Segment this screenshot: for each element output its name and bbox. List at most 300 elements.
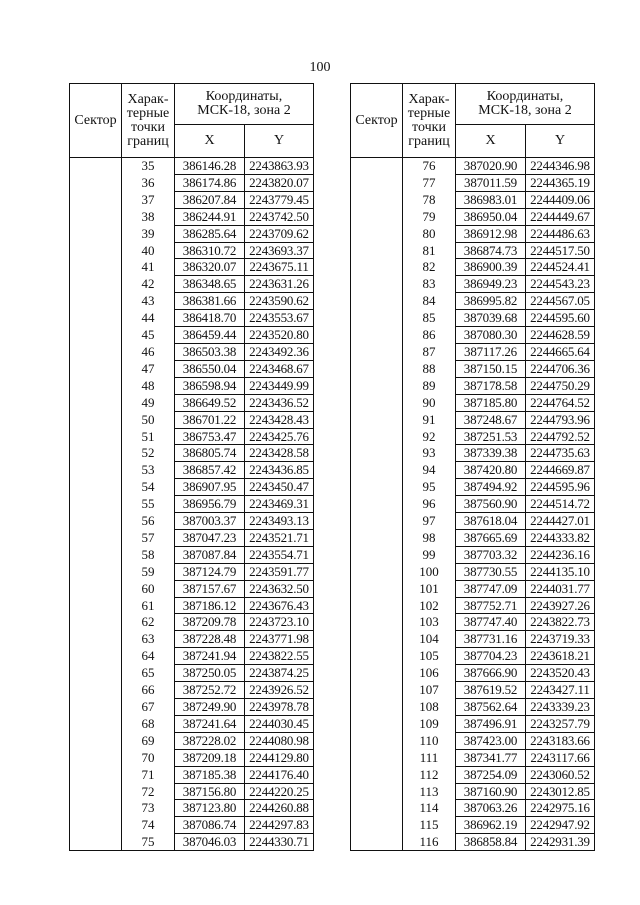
point-number-cell: 110 xyxy=(403,732,456,749)
y-coordinate-cell: 2244220.25 xyxy=(245,783,314,800)
point-number-cell: 49 xyxy=(122,394,175,411)
x-coordinate-cell: 386907.95 xyxy=(175,479,245,496)
y-coordinate-cell: 2244595.60 xyxy=(526,310,595,327)
x-coordinate-cell: 387209.78 xyxy=(175,614,245,631)
x-coordinate-cell: 387494.92 xyxy=(456,479,526,496)
x-coordinate-cell: 387254.09 xyxy=(456,766,526,783)
sector-cell xyxy=(70,174,122,191)
y-coordinate-cell: 2243427.11 xyxy=(526,682,595,699)
point-number-cell: 85 xyxy=(403,310,456,327)
sector-cell xyxy=(70,479,122,496)
y-coordinate-cell: 2243553.67 xyxy=(245,310,314,327)
sector-cell xyxy=(351,343,403,360)
y-coordinate-cell: 2243449.99 xyxy=(245,377,314,394)
point-number-cell: 37 xyxy=(122,191,175,208)
point-number-cell: 53 xyxy=(122,462,175,479)
sector-cell xyxy=(351,715,403,732)
point-number-cell: 72 xyxy=(122,783,175,800)
y-coordinate-cell: 2244449.67 xyxy=(526,208,595,225)
sector-cell xyxy=(351,614,403,631)
sector-cell xyxy=(70,343,122,360)
sector-cell xyxy=(70,800,122,817)
sector-cell xyxy=(351,360,403,377)
x-coordinate-cell: 387666.90 xyxy=(456,665,526,682)
x-coordinate-cell: 386962.19 xyxy=(456,817,526,834)
x-coordinate-cell: 386244.91 xyxy=(175,208,245,225)
x-coordinate-cell: 387619.52 xyxy=(456,682,526,699)
point-number-cell: 103 xyxy=(403,614,456,631)
y-coordinate-cell: 2244543.23 xyxy=(526,276,595,293)
point-number-cell: 60 xyxy=(122,580,175,597)
y-coordinate-cell: 2243863.93 xyxy=(245,158,314,175)
y-coordinate-cell: 2243117.66 xyxy=(526,749,595,766)
table-row xyxy=(351,529,595,546)
x-coordinate-cell: 387249.90 xyxy=(175,699,245,716)
y-coordinate-cell: 2243521.71 xyxy=(245,529,314,546)
x-coordinate-cell: 387228.48 xyxy=(175,631,245,648)
y-coordinate-cell: 2244080.98 xyxy=(245,732,314,749)
sector-cell xyxy=(351,310,403,327)
x-coordinate-cell: 387228.02 xyxy=(175,732,245,749)
y-coordinate-cell: 2244236.16 xyxy=(526,546,595,563)
point-number-cell: 61 xyxy=(122,597,175,614)
table-row xyxy=(351,428,595,445)
x-coordinate-cell: 386348.65 xyxy=(175,276,245,293)
y-coordinate-cell: 2243425.76 xyxy=(245,428,314,445)
y-coordinate-cell: 2243469.31 xyxy=(245,496,314,513)
x-coordinate-cell: 387063.26 xyxy=(456,800,526,817)
point-number-cell: 94 xyxy=(403,462,456,479)
table-row xyxy=(70,513,314,530)
x-coordinate-cell: 387252.72 xyxy=(175,682,245,699)
point-number-cell: 52 xyxy=(122,445,175,462)
sector-cell xyxy=(351,242,403,259)
table-row xyxy=(351,665,595,682)
y-coordinate-cell: 2244260.88 xyxy=(245,800,314,817)
point-number-cell: 95 xyxy=(403,479,456,496)
y-coordinate-cell: 2243822.55 xyxy=(245,648,314,665)
point-number-cell: 81 xyxy=(403,242,456,259)
sector-cell xyxy=(351,529,403,546)
x-coordinate-cell: 386146.28 xyxy=(175,158,245,175)
sector-cell xyxy=(351,327,403,344)
sector-cell xyxy=(70,631,122,648)
y-coordinate-cell: 2243822.73 xyxy=(526,614,595,631)
table-row xyxy=(351,360,595,377)
sector-cell xyxy=(351,191,403,208)
x-coordinate-cell: 387156.80 xyxy=(175,783,245,800)
table-row xyxy=(351,699,595,716)
y-coordinate-cell: 2243676.43 xyxy=(245,597,314,614)
point-number-cell: 100 xyxy=(403,563,456,580)
sector-cell xyxy=(351,462,403,479)
x-coordinate-cell: 387241.64 xyxy=(175,715,245,732)
table-row xyxy=(351,242,595,259)
table-row xyxy=(70,225,314,242)
x-coordinate-cell: 387186.12 xyxy=(175,597,245,614)
sector-cell xyxy=(70,732,122,749)
point-number-cell: 73 xyxy=(122,800,175,817)
y-coordinate-cell: 2243926.52 xyxy=(245,682,314,699)
point-number-cell: 58 xyxy=(122,546,175,563)
point-number-cell: 83 xyxy=(403,276,456,293)
point-number-cell: 38 xyxy=(122,208,175,225)
y-coordinate-cell: 2244517.50 xyxy=(526,242,595,259)
table-row xyxy=(351,834,595,851)
table-row xyxy=(351,225,595,242)
page-number: 100 xyxy=(309,60,331,75)
sector-cell xyxy=(351,496,403,513)
y-coordinate-cell: 2243492.36 xyxy=(245,343,314,360)
sector-cell xyxy=(351,174,403,191)
y-coordinate-cell: 2243675.11 xyxy=(245,259,314,276)
point-number-cell: 47 xyxy=(122,360,175,377)
x-coordinate-cell: 387003.37 xyxy=(175,513,245,530)
sector-cell xyxy=(70,546,122,563)
point-number-cell: 111 xyxy=(403,749,456,766)
x-coordinate-cell: 387011.59 xyxy=(456,174,526,191)
point-number-cell: 108 xyxy=(403,699,456,716)
y-coordinate-cell: 2243590.62 xyxy=(245,293,314,310)
y-coordinate-cell: 2243779.45 xyxy=(245,191,314,208)
sector-cell xyxy=(70,783,122,800)
table-row xyxy=(351,800,595,817)
point-number-cell: 104 xyxy=(403,631,456,648)
table-row xyxy=(351,749,595,766)
sector-header: Сектор xyxy=(70,84,122,158)
table-row xyxy=(70,479,314,496)
sector-cell xyxy=(70,411,122,428)
point-number-cell: 90 xyxy=(403,394,456,411)
table-row xyxy=(351,597,595,614)
x-header: X xyxy=(175,125,245,158)
point-number-cell: 67 xyxy=(122,699,175,716)
point-number-cell: 79 xyxy=(403,208,456,225)
sector-cell xyxy=(70,529,122,546)
y-coordinate-cell: 2243060.52 xyxy=(526,766,595,783)
y-coordinate-cell: 2243520.80 xyxy=(245,327,314,344)
sector-cell xyxy=(70,428,122,445)
sector-cell xyxy=(351,631,403,648)
point-number-cell: 112 xyxy=(403,766,456,783)
x-coordinate-cell: 387560.90 xyxy=(456,496,526,513)
x-coordinate-cell: 386995.82 xyxy=(456,293,526,310)
sector-cell xyxy=(70,715,122,732)
table-row xyxy=(351,445,595,462)
x-coordinate-cell: 386550.04 xyxy=(175,360,245,377)
sector-cell xyxy=(70,276,122,293)
table-row xyxy=(70,580,314,597)
table-row xyxy=(70,715,314,732)
y-coordinate-cell: 2243719.33 xyxy=(526,631,595,648)
sector-cell xyxy=(351,259,403,276)
table-row xyxy=(70,293,314,310)
y-coordinate-cell: 2244427.01 xyxy=(526,513,595,530)
x-coordinate-cell: 387496.91 xyxy=(456,715,526,732)
sector-cell xyxy=(70,682,122,699)
y-coordinate-cell: 2244365.19 xyxy=(526,174,595,191)
x-coordinate-cell: 387087.84 xyxy=(175,546,245,563)
sector-cell xyxy=(351,225,403,242)
sector-cell xyxy=(351,158,403,175)
sector-cell xyxy=(351,479,403,496)
y-coordinate-cell: 2243742.50 xyxy=(245,208,314,225)
coordinates-table-left xyxy=(69,83,314,851)
y-coordinate-cell: 2244665.64 xyxy=(526,343,595,360)
x-coordinate-cell: 386459.44 xyxy=(175,327,245,344)
x-coordinate-cell: 387665.69 xyxy=(456,529,526,546)
x-coordinate-cell: 387047.23 xyxy=(175,529,245,546)
point-number-cell: 39 xyxy=(122,225,175,242)
table-row xyxy=(70,496,314,513)
sector-cell xyxy=(351,732,403,749)
x-coordinate-cell: 386983.01 xyxy=(456,191,526,208)
point-number-cell: 101 xyxy=(403,580,456,597)
sector-cell xyxy=(351,699,403,716)
table-row xyxy=(70,174,314,191)
x-coordinate-cell: 387117.26 xyxy=(456,343,526,360)
table-row xyxy=(70,276,314,293)
point-number-cell: 51 xyxy=(122,428,175,445)
x-coordinate-cell: 387730.55 xyxy=(456,563,526,580)
point-number-cell: 114 xyxy=(403,800,456,817)
point-number-cell: 45 xyxy=(122,327,175,344)
table-row xyxy=(351,394,595,411)
sector-cell xyxy=(70,614,122,631)
x-coordinate-cell: 386805.74 xyxy=(175,445,245,462)
y-coordinate-cell: 2243693.37 xyxy=(245,242,314,259)
x-coordinate-cell: 387160.90 xyxy=(456,783,526,800)
point-number-cell: 93 xyxy=(403,445,456,462)
point-number-cell: 43 xyxy=(122,293,175,310)
point-number-cell: 107 xyxy=(403,682,456,699)
table-row xyxy=(351,496,595,513)
sector-cell xyxy=(70,817,122,834)
x-coordinate-cell: 386900.39 xyxy=(456,259,526,276)
x-coordinate-cell: 387046.03 xyxy=(175,834,245,851)
y-coordinate-cell: 2244346.98 xyxy=(526,158,595,175)
point-number-cell: 115 xyxy=(403,817,456,834)
y-coordinate-cell: 2243257.79 xyxy=(526,715,595,732)
table-row xyxy=(70,394,314,411)
coordinates-header: Координаты, МСК-18, зона 2 xyxy=(175,84,314,125)
point-number-cell: 74 xyxy=(122,817,175,834)
point-number-cell: 97 xyxy=(403,513,456,530)
x-coordinate-cell: 386949.23 xyxy=(456,276,526,293)
x-coordinate-cell: 386858.84 xyxy=(456,834,526,851)
table-row xyxy=(70,766,314,783)
sector-cell xyxy=(351,648,403,665)
point-number-cell: 36 xyxy=(122,174,175,191)
sector-cell xyxy=(70,648,122,665)
x-coordinate-cell: 386857.42 xyxy=(175,462,245,479)
x-coordinate-cell: 387123.80 xyxy=(175,800,245,817)
sector-cell xyxy=(70,665,122,682)
sector-cell xyxy=(70,496,122,513)
table-row xyxy=(70,614,314,631)
x-coordinate-cell: 386950.04 xyxy=(456,208,526,225)
table-row xyxy=(351,817,595,834)
y-header: Y xyxy=(526,125,595,158)
sector-cell xyxy=(70,259,122,276)
y-coordinate-cell: 2244792.52 xyxy=(526,428,595,445)
sector-cell xyxy=(351,800,403,817)
table-row xyxy=(351,648,595,665)
sector-cell xyxy=(351,428,403,445)
x-coordinate-cell: 387731.16 xyxy=(456,631,526,648)
x-coordinate-cell: 387752.71 xyxy=(456,597,526,614)
y-coordinate-cell: 2244706.36 xyxy=(526,360,595,377)
point-number-cell: 54 xyxy=(122,479,175,496)
sector-cell xyxy=(351,276,403,293)
sector-cell xyxy=(70,242,122,259)
characteristic-points-header: Харак- терные точки границ xyxy=(403,84,456,158)
x-coordinate-cell: 387124.79 xyxy=(175,563,245,580)
point-number-cell: 76 xyxy=(403,158,456,175)
table-row xyxy=(70,732,314,749)
point-number-cell: 66 xyxy=(122,682,175,699)
sector-cell xyxy=(70,513,122,530)
x-coordinate-cell: 386503.38 xyxy=(175,343,245,360)
sector-cell xyxy=(70,293,122,310)
y-coordinate-cell: 2243709.62 xyxy=(245,225,314,242)
y-coordinate-cell: 2243450.47 xyxy=(245,479,314,496)
y-coordinate-cell: 2244129.80 xyxy=(245,749,314,766)
y-coordinate-cell: 2242947.92 xyxy=(526,817,595,834)
y-coordinate-cell: 2243428.43 xyxy=(245,411,314,428)
point-number-cell: 88 xyxy=(403,360,456,377)
table-row xyxy=(351,715,595,732)
point-number-cell: 87 xyxy=(403,343,456,360)
y-coordinate-cell: 2243468.67 xyxy=(245,360,314,377)
table-row xyxy=(70,360,314,377)
sector-cell xyxy=(351,394,403,411)
point-number-cell: 98 xyxy=(403,529,456,546)
table-row xyxy=(351,614,595,631)
y-coordinate-cell: 2243554.71 xyxy=(245,546,314,563)
point-number-cell: 44 xyxy=(122,310,175,327)
point-number-cell: 59 xyxy=(122,563,175,580)
point-number-cell: 65 xyxy=(122,665,175,682)
point-number-cell: 48 xyxy=(122,377,175,394)
x-coordinate-cell: 387250.05 xyxy=(175,665,245,682)
sector-cell xyxy=(351,834,403,851)
x-coordinate-cell: 387150.15 xyxy=(456,360,526,377)
sector-cell xyxy=(70,597,122,614)
point-number-cell: 55 xyxy=(122,496,175,513)
table-row xyxy=(351,631,595,648)
x-coordinate-cell: 386874.73 xyxy=(456,242,526,259)
table-row xyxy=(351,513,595,530)
table-row xyxy=(70,682,314,699)
sector-cell xyxy=(70,563,122,580)
y-coordinate-cell: 2243771.98 xyxy=(245,631,314,648)
table-row xyxy=(70,428,314,445)
point-number-cell: 63 xyxy=(122,631,175,648)
table-row xyxy=(351,682,595,699)
table-row xyxy=(70,158,314,175)
point-number-cell: 105 xyxy=(403,648,456,665)
y-header: Y xyxy=(245,125,314,158)
point-number-cell: 35 xyxy=(122,158,175,175)
point-number-cell: 113 xyxy=(403,783,456,800)
point-number-cell: 56 xyxy=(122,513,175,530)
sector-cell xyxy=(351,682,403,699)
table-row xyxy=(351,462,595,479)
x-coordinate-cell: 387747.09 xyxy=(456,580,526,597)
y-coordinate-cell: 2242931.39 xyxy=(526,834,595,851)
x-coordinate-cell: 387747.40 xyxy=(456,614,526,631)
point-number-cell: 86 xyxy=(403,327,456,344)
y-coordinate-cell: 2244750.29 xyxy=(526,377,595,394)
point-number-cell: 80 xyxy=(403,225,456,242)
point-number-cell: 50 xyxy=(122,411,175,428)
point-number-cell: 92 xyxy=(403,428,456,445)
x-coordinate-cell: 387020.90 xyxy=(456,158,526,175)
table-row xyxy=(351,310,595,327)
table-row xyxy=(351,327,595,344)
point-number-cell: 84 xyxy=(403,293,456,310)
table-row xyxy=(70,208,314,225)
sector-cell xyxy=(351,817,403,834)
sector-cell xyxy=(70,462,122,479)
y-coordinate-cell: 2243618.21 xyxy=(526,648,595,665)
point-number-cell: 96 xyxy=(403,496,456,513)
table-row xyxy=(70,817,314,834)
y-coordinate-cell: 2242975.16 xyxy=(526,800,595,817)
y-coordinate-cell: 2244409.06 xyxy=(526,191,595,208)
sector-cell xyxy=(70,377,122,394)
sector-cell xyxy=(70,208,122,225)
table-row xyxy=(70,665,314,682)
table-row xyxy=(351,158,595,175)
x-coordinate-cell: 387423.00 xyxy=(456,732,526,749)
table-row xyxy=(351,191,595,208)
x-coordinate-cell: 386310.72 xyxy=(175,242,245,259)
x-coordinate-cell: 386912.98 xyxy=(456,225,526,242)
point-number-cell: 40 xyxy=(122,242,175,259)
y-coordinate-cell: 2244567.05 xyxy=(526,293,595,310)
sector-cell xyxy=(351,377,403,394)
sector-cell xyxy=(351,597,403,614)
table-row xyxy=(351,563,595,580)
y-coordinate-cell: 2244628.59 xyxy=(526,327,595,344)
y-coordinate-cell: 2244793.96 xyxy=(526,411,595,428)
y-coordinate-cell: 2243493.13 xyxy=(245,513,314,530)
sector-cell xyxy=(70,327,122,344)
table-row xyxy=(70,343,314,360)
point-number-cell: 71 xyxy=(122,766,175,783)
table-row xyxy=(351,293,595,310)
x-coordinate-cell: 387178.58 xyxy=(456,377,526,394)
y-coordinate-cell: 2243183.66 xyxy=(526,732,595,749)
sector-cell xyxy=(351,293,403,310)
coordinates-table-right xyxy=(350,83,595,851)
point-number-cell: 106 xyxy=(403,665,456,682)
y-coordinate-cell: 2243632.50 xyxy=(245,580,314,597)
sector-cell xyxy=(351,749,403,766)
y-coordinate-cell: 2244333.82 xyxy=(526,529,595,546)
sector-cell xyxy=(351,445,403,462)
point-number-cell: 46 xyxy=(122,343,175,360)
x-coordinate-cell: 387618.04 xyxy=(456,513,526,530)
characteristic-points-header: Харак- терные точки границ xyxy=(122,84,175,158)
point-number-cell: 70 xyxy=(122,749,175,766)
point-number-cell: 68 xyxy=(122,715,175,732)
x-coordinate-cell: 386207.84 xyxy=(175,191,245,208)
x-header: X xyxy=(456,125,526,158)
table-row xyxy=(70,327,314,344)
